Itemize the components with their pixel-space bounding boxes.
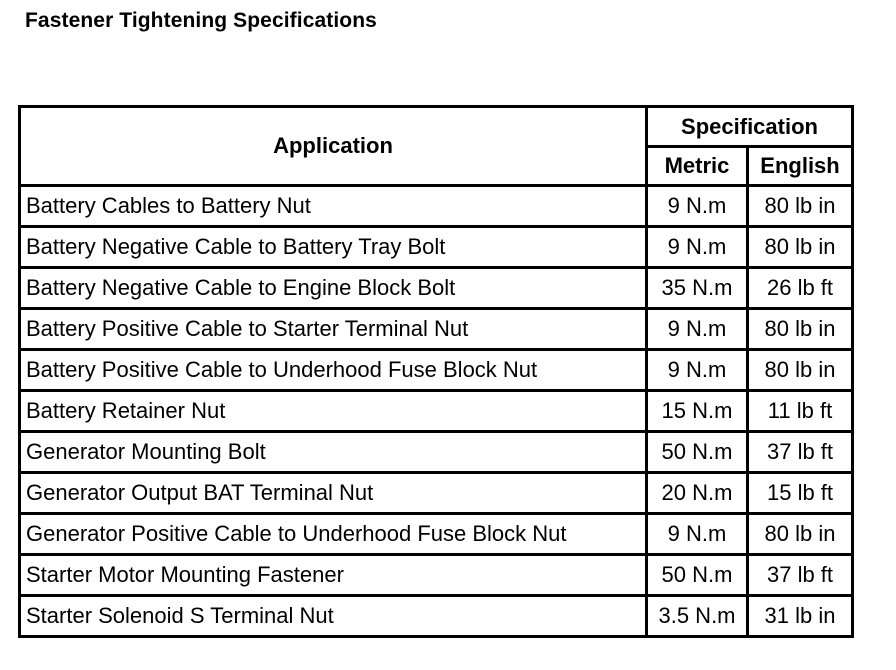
english-cell: 80 lb in	[748, 186, 853, 227]
table-row	[20, 227, 853, 268]
header-metric: Metric	[647, 147, 748, 186]
application-cell: Battery Positive Cable to Underhood Fuse Block Nut	[20, 350, 647, 391]
fastener-spec-table	[18, 105, 854, 638]
english-cell: 80 lb in	[748, 350, 853, 391]
table-row	[20, 268, 853, 309]
table-row	[20, 473, 853, 514]
application-cell: Starter Motor Mounting Fastener	[20, 555, 647, 596]
english-cell: 37 lb ft	[748, 432, 853, 473]
application-cell: Battery Negative Cable to Battery Tray Bolt	[20, 227, 647, 268]
table-row	[20, 350, 853, 391]
application-cell: Generator Positive Cable to Underhood Fuse Block Nut	[20, 514, 647, 555]
english-cell: 80 lb in	[748, 227, 853, 268]
header-application: Application	[20, 107, 647, 186]
english-cell: 80 lb in	[748, 514, 853, 555]
header-english: English	[748, 147, 853, 186]
metric-cell: 9 N.m	[647, 227, 748, 268]
application-cell: Generator Mounting Bolt	[20, 432, 647, 473]
metric-cell: 9 N.m	[647, 514, 748, 555]
page-title: Fastener Tightening Specifications	[25, 9, 377, 32]
application-cell: Battery Cables to Battery Nut	[20, 186, 647, 227]
application-cell: Battery Positive Cable to Starter Terminal Nut	[20, 309, 647, 350]
application-cell: Battery Negative Cable to Engine Block Bolt	[20, 268, 647, 309]
table-row	[20, 514, 853, 555]
application-cell: Generator Output BAT Terminal Nut	[20, 473, 647, 514]
table-row	[20, 391, 853, 432]
metric-cell: 3.5 N.m	[647, 596, 748, 637]
metric-cell: 50 N.m	[647, 432, 748, 473]
metric-cell: 20 N.m	[647, 473, 748, 514]
english-cell: 80 lb in	[748, 309, 853, 350]
metric-cell: 9 N.m	[647, 186, 748, 227]
table-row	[20, 186, 853, 227]
english-cell: 31 lb in	[748, 596, 853, 637]
english-cell: 11 lb ft	[748, 391, 853, 432]
metric-cell: 35 N.m	[647, 268, 748, 309]
english-cell: 15 lb ft	[748, 473, 853, 514]
metric-cell: 9 N.m	[647, 309, 748, 350]
english-cell: 26 lb ft	[748, 268, 853, 309]
header-specification: Specification	[647, 107, 853, 147]
application-cell: Starter Solenoid S Terminal Nut	[20, 596, 647, 637]
table-row	[20, 432, 853, 473]
metric-cell: 9 N.m	[647, 350, 748, 391]
table-row	[20, 555, 853, 596]
application-cell: Battery Retainer Nut	[20, 391, 647, 432]
metric-cell: 15 N.m	[647, 391, 748, 432]
table-row	[20, 309, 853, 350]
table-row	[20, 596, 853, 637]
english-cell: 37 lb ft	[748, 555, 853, 596]
metric-cell: 50 N.m	[647, 555, 748, 596]
